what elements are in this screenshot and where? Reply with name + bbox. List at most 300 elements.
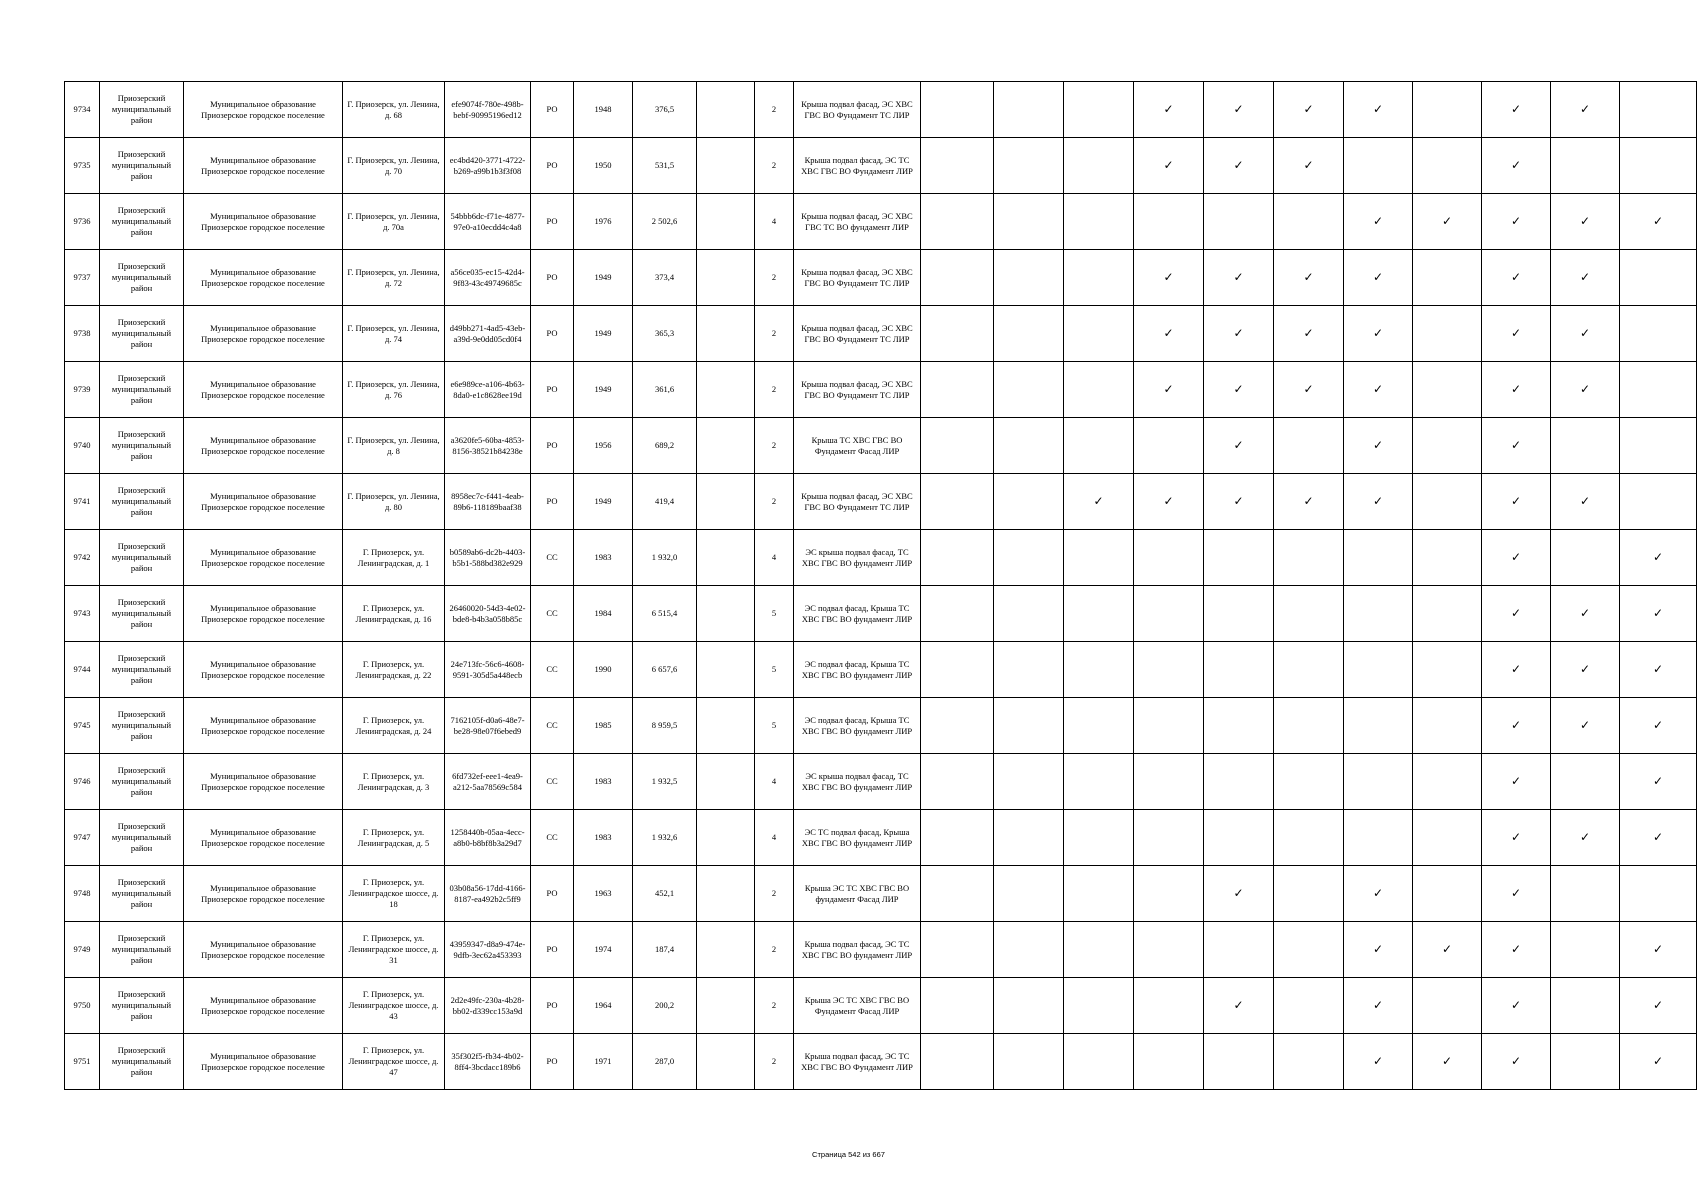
work-check-cell: [1620, 82, 1697, 138]
area-cell: 361,6: [633, 362, 697, 418]
row-number: 9738: [65, 306, 100, 362]
work-check-cell: [1344, 250, 1413, 306]
house-guid-cell: 2d2e49fc-230a-4b28-bb02-d339cc153a9d: [445, 978, 531, 1034]
work-check-cell: [1413, 922, 1482, 978]
work-check-cell: [994, 698, 1064, 754]
area-cell: 8 959,5: [633, 698, 697, 754]
checkmark-icon: ✓: [1372, 214, 1384, 228]
checkmark-icon: ✓: [1579, 662, 1591, 676]
build-year-cell: 1985: [574, 698, 633, 754]
house-type-cell: СС: [531, 754, 574, 810]
checkmark-icon: ✓: [1510, 606, 1522, 620]
work-check-cell: [1482, 810, 1551, 866]
work-check-cell: [1551, 866, 1620, 922]
floors-cell: 4: [755, 754, 794, 810]
row-number: 9743: [65, 586, 100, 642]
district-cell: Приозерский муниципальный район: [100, 306, 184, 362]
house-type-cell: РО: [531, 418, 574, 474]
work-check-cell: [1274, 306, 1344, 362]
checkmark-icon: ✓: [1372, 942, 1384, 956]
house-guid-cell: ec4bd420-3771-4722-b269-a99b1b3f3f08: [445, 138, 531, 194]
empty-cell: [697, 586, 755, 642]
work-check-cell: [1482, 82, 1551, 138]
work-check-cell: [1204, 418, 1274, 474]
checkmark-icon: ✓: [1093, 494, 1104, 508]
house-type-cell: СС: [531, 586, 574, 642]
checkmark-icon: ✓: [1652, 830, 1664, 844]
work-check-cell: [1344, 698, 1413, 754]
work-check-cell: [1064, 82, 1134, 138]
table-row: [65, 82, 1697, 138]
checkmark-icon: ✓: [1233, 886, 1244, 900]
work-check-cell: [1344, 194, 1413, 250]
house-type-cell: СС: [531, 530, 574, 586]
work-check-cell: [994, 82, 1064, 138]
checkmark-icon: ✓: [1233, 326, 1244, 340]
checkmark-icon: ✓: [1163, 158, 1174, 172]
work-check-cell: [1620, 362, 1697, 418]
work-check-cell: [1134, 82, 1204, 138]
table-row: [65, 138, 1697, 194]
district-cell: Приозерский муниципальный район: [100, 138, 184, 194]
address-cell: Г. Приозерск, ул. Ленинградская, д. 1: [343, 530, 445, 586]
build-year-cell: 1974: [574, 922, 633, 978]
district-cell: Приозерский муниципальный район: [100, 362, 184, 418]
work-check-cell: [1413, 138, 1482, 194]
district-cell: Приозерский муниципальный район: [100, 1034, 184, 1090]
checkmark-icon: ✓: [1372, 326, 1384, 340]
checkmark-icon: ✓: [1652, 942, 1664, 956]
checkmark-icon: ✓: [1579, 102, 1591, 116]
district-cell: Приозерский муниципальный район: [100, 978, 184, 1034]
work-check-cell: [1204, 362, 1274, 418]
work-check-cell: [921, 306, 994, 362]
district-cell: Приозерский муниципальный район: [100, 418, 184, 474]
district-cell: Приозерский муниципальный район: [100, 250, 184, 306]
house-type-cell: РО: [531, 82, 574, 138]
checkmark-icon: ✓: [1510, 1054, 1522, 1068]
work-check-cell: [921, 82, 994, 138]
address-cell: Г. Приозерск, ул. Ленина, д. 74: [343, 306, 445, 362]
checkmark-icon: ✓: [1510, 102, 1522, 116]
area-cell: 187,4: [633, 922, 697, 978]
municipality-cell: Муниципальное образование Приозерское городское поселение: [184, 754, 343, 810]
empty-cell: [697, 530, 755, 586]
work-check-cell: [921, 474, 994, 530]
work-check-cell: [1482, 978, 1551, 1034]
work-check-cell: [1274, 866, 1344, 922]
work-check-cell: [994, 978, 1064, 1034]
works-list-cell: Крыша подвал фасад, ЭС ТС ХВС ГВС ВО Фундамент ЛИР: [794, 1034, 921, 1090]
table-row: [65, 250, 1697, 306]
works-list-cell: ЭС подвал фасад, Крыша ТС ХВС ГВС ВО фундамент ЛИР: [794, 586, 921, 642]
checkmark-icon: ✓: [1163, 494, 1174, 508]
empty-cell: [697, 418, 755, 474]
work-check-cell: [1064, 698, 1134, 754]
municipality-cell: Муниципальное образование Приозерское городское поселение: [184, 922, 343, 978]
build-year-cell: 1971: [574, 1034, 633, 1090]
row-number: 9747: [65, 810, 100, 866]
checkmark-icon: ✓: [1163, 382, 1174, 396]
work-check-cell: [1413, 474, 1482, 530]
work-check-cell: [994, 362, 1064, 418]
work-check-cell: [921, 530, 994, 586]
table-row: [65, 922, 1697, 978]
table-row: [65, 418, 1697, 474]
checkmark-icon: ✓: [1163, 102, 1174, 116]
work-check-cell: [1204, 922, 1274, 978]
house-type-cell: РО: [531, 866, 574, 922]
work-check-cell: [1134, 530, 1204, 586]
work-check-cell: [1274, 586, 1344, 642]
house-guid-cell: 03b08a56-17dd-4166-8187-ea492b2c5ff9: [445, 866, 531, 922]
checkmark-icon: ✓: [1510, 214, 1522, 228]
work-check-cell: [1274, 194, 1344, 250]
checkmark-icon: ✓: [1510, 662, 1522, 676]
area-cell: 365,3: [633, 306, 697, 362]
house-type-cell: РО: [531, 306, 574, 362]
empty-cell: [697, 362, 755, 418]
area-cell: 419,4: [633, 474, 697, 530]
checkmark-icon: ✓: [1372, 886, 1384, 900]
work-check-cell: [1413, 306, 1482, 362]
checkmark-icon: ✓: [1510, 326, 1522, 340]
works-list-cell: ЭС крыша подвал фасад, ТС ХВС ГВС ВО фундамент ЛИР: [794, 754, 921, 810]
work-check-cell: [1064, 194, 1134, 250]
municipality-cell: Муниципальное образование Приозерское городское поселение: [184, 642, 343, 698]
house-guid-cell: b0589ab6-dc2b-4403-b5b1-588bd382e929: [445, 530, 531, 586]
build-year-cell: 1949: [574, 306, 633, 362]
works-list-cell: Крыша подвал фасад, ЭС ХВС ГВС ТС ВО фундамент ЛИР: [794, 194, 921, 250]
floors-cell: 2: [755, 978, 794, 1034]
empty-cell: [697, 138, 755, 194]
municipality-cell: Муниципальное образование Приозерское городское поселение: [184, 530, 343, 586]
checkmark-icon: ✓: [1510, 494, 1522, 508]
house-type-cell: РО: [531, 1034, 574, 1090]
house-type-cell: СС: [531, 642, 574, 698]
house-type-cell: РО: [531, 922, 574, 978]
works-list-cell: Крыша подвал фасад, ЭС ХВС ГВС ВО Фундамент ТС ЛИР: [794, 82, 921, 138]
empty-cell: [697, 194, 755, 250]
row-number: 9734: [65, 82, 100, 138]
work-check-cell: [921, 138, 994, 194]
empty-cell: [697, 1034, 755, 1090]
work-check-cell: [1482, 866, 1551, 922]
work-check-cell: [1274, 642, 1344, 698]
district-cell: Приозерский муниципальный район: [100, 922, 184, 978]
house-guid-cell: a3620fe5-60ba-4853-8156-38521b84238e: [445, 418, 531, 474]
house-type-cell: РО: [531, 362, 574, 418]
checkmark-icon: ✓: [1233, 494, 1244, 508]
work-check-cell: [1413, 250, 1482, 306]
address-cell: Г. Приозерск, ул. Ленина, д. 8: [343, 418, 445, 474]
work-check-cell: [1620, 250, 1697, 306]
table-row: [65, 530, 1697, 586]
empty-cell: [697, 698, 755, 754]
row-number: 9739: [65, 362, 100, 418]
work-check-cell: [1620, 978, 1697, 1034]
works-list-cell: ЭС подвал фасад, Крыша ТС ХВС ГВС ВО фундамент ЛИР: [794, 698, 921, 754]
work-check-cell: [1204, 1034, 1274, 1090]
work-check-cell: [1064, 250, 1134, 306]
work-check-cell: [1064, 586, 1134, 642]
work-check-cell: [1413, 362, 1482, 418]
address-cell: Г. Приозерск, ул. Ленина, д. 70: [343, 138, 445, 194]
address-cell: Г. Приозерск, ул. Ленинградское шоссе, д. 18: [343, 866, 445, 922]
floors-cell: 2: [755, 306, 794, 362]
works-list-cell: Крыша ЭС ТС ХВС ГВС ВО Фундамент Фасад ЛИР: [794, 978, 921, 1034]
work-check-cell: [1620, 754, 1697, 810]
work-check-cell: [1274, 978, 1344, 1034]
area-cell: 6 515,4: [633, 586, 697, 642]
work-check-cell: [1204, 474, 1274, 530]
work-check-cell: [1344, 586, 1413, 642]
work-check-cell: [1344, 866, 1413, 922]
work-check-cell: [1274, 250, 1344, 306]
municipality-cell: Муниципальное образование Приозерское городское поселение: [184, 362, 343, 418]
checkmark-icon: ✓: [1233, 438, 1244, 452]
work-check-cell: [994, 922, 1064, 978]
work-check-cell: [1064, 754, 1134, 810]
house-guid-cell: a56ce035-ec15-42d4-9f83-43c49749685c: [445, 250, 531, 306]
build-year-cell: 1948: [574, 82, 633, 138]
checkmark-icon: ✓: [1510, 158, 1522, 172]
work-check-cell: [1134, 194, 1204, 250]
build-year-cell: 1963: [574, 866, 633, 922]
empty-cell: [697, 754, 755, 810]
floors-cell: 2: [755, 362, 794, 418]
house-type-cell: СС: [531, 698, 574, 754]
checkmark-icon: ✓: [1579, 830, 1591, 844]
address-cell: Г. Приозерск, ул. Ленинградское шоссе, д. 31: [343, 922, 445, 978]
checkmark-icon: ✓: [1233, 158, 1244, 172]
work-check-cell: [1064, 866, 1134, 922]
table-row: [65, 362, 1697, 418]
work-check-cell: [1551, 1034, 1620, 1090]
work-check-cell: [1620, 586, 1697, 642]
work-check-cell: [921, 866, 994, 922]
work-check-cell: [1064, 474, 1134, 530]
municipality-cell: Муниципальное образование Приозерское городское поселение: [184, 138, 343, 194]
work-check-cell: [1134, 810, 1204, 866]
table-row: [65, 642, 1697, 698]
housing-registry-table: [64, 81, 1697, 1090]
row-number: 9748: [65, 866, 100, 922]
work-check-cell: [1344, 810, 1413, 866]
checkmark-icon: ✓: [1510, 270, 1522, 284]
work-check-cell: [1413, 810, 1482, 866]
address-cell: Г. Приозерск, ул. Ленинградское шоссе, д. 47: [343, 1034, 445, 1090]
checkmark-icon: ✓: [1303, 102, 1314, 116]
work-check-cell: [1064, 138, 1134, 194]
checkmark-icon: ✓: [1233, 102, 1244, 116]
municipality-cell: Муниципальное образование Приозерское городское поселение: [184, 698, 343, 754]
floors-cell: 2: [755, 866, 794, 922]
checkmark-icon: ✓: [1441, 1054, 1453, 1068]
work-check-cell: [1551, 362, 1620, 418]
work-check-cell: [994, 642, 1064, 698]
work-check-cell: [1134, 138, 1204, 194]
work-check-cell: [1274, 362, 1344, 418]
work-check-cell: [921, 810, 994, 866]
work-check-cell: [1134, 474, 1204, 530]
work-check-cell: [1274, 810, 1344, 866]
row-number: 9744: [65, 642, 100, 698]
work-check-cell: [1344, 138, 1413, 194]
area-cell: 452,1: [633, 866, 697, 922]
work-check-cell: [1620, 1034, 1697, 1090]
work-check-cell: [1551, 978, 1620, 1034]
work-check-cell: [1413, 1034, 1482, 1090]
work-check-cell: [1204, 530, 1274, 586]
house-type-cell: РО: [531, 474, 574, 530]
work-check-cell: [1551, 82, 1620, 138]
work-check-cell: [1134, 922, 1204, 978]
work-check-cell: [1064, 418, 1134, 474]
work-check-cell: [994, 1034, 1064, 1090]
works-list-cell: Крыша подвал фасад, ЭС ХВС ГВС ВО Фундамент ТС ЛИР: [794, 474, 921, 530]
empty-cell: [697, 306, 755, 362]
checkmark-icon: ✓: [1579, 214, 1591, 228]
checkmark-icon: ✓: [1233, 270, 1244, 284]
works-list-cell: Крыша подвал фасад, ЭС ХВС ГВС ВО Фундамент ТС ЛИР: [794, 306, 921, 362]
work-check-cell: [1134, 362, 1204, 418]
work-check-cell: [994, 474, 1064, 530]
work-check-cell: [921, 698, 994, 754]
house-type-cell: РО: [531, 978, 574, 1034]
row-number: 9736: [65, 194, 100, 250]
work-check-cell: [994, 810, 1064, 866]
checkmark-icon: ✓: [1510, 550, 1522, 564]
table-row: [65, 754, 1697, 810]
district-cell: Приозерский муниципальный район: [100, 754, 184, 810]
empty-cell: [697, 810, 755, 866]
address-cell: Г. Приозерск, ул. Ленина, д. 80: [343, 474, 445, 530]
floors-cell: 4: [755, 810, 794, 866]
checkmark-icon: ✓: [1441, 214, 1453, 228]
work-check-cell: [1551, 138, 1620, 194]
house-guid-cell: 7162105f-d0a6-48e7-be28-98e07f6ebed9: [445, 698, 531, 754]
checkmark-icon: ✓: [1441, 942, 1453, 956]
work-check-cell: [1482, 362, 1551, 418]
municipality-cell: Муниципальное образование Приозерское городское поселение: [184, 810, 343, 866]
municipality-cell: Муниципальное образование Приозерское городское поселение: [184, 418, 343, 474]
work-check-cell: [1064, 1034, 1134, 1090]
work-check-cell: [1134, 586, 1204, 642]
work-check-cell: [994, 866, 1064, 922]
area-cell: 1 932,6: [633, 810, 697, 866]
table-row: [65, 586, 1697, 642]
house-type-cell: СС: [531, 810, 574, 866]
row-number: 9751: [65, 1034, 100, 1090]
empty-cell: [697, 866, 755, 922]
work-check-cell: [1551, 250, 1620, 306]
district-cell: Приозерский муниципальный район: [100, 82, 184, 138]
checkmark-icon: ✓: [1510, 438, 1522, 452]
table-row: [65, 978, 1697, 1034]
build-year-cell: 1964: [574, 978, 633, 1034]
floors-cell: 4: [755, 194, 794, 250]
work-check-cell: [1482, 194, 1551, 250]
row-number: 9749: [65, 922, 100, 978]
work-check-cell: [1482, 306, 1551, 362]
work-check-cell: [1482, 474, 1551, 530]
work-check-cell: [1064, 922, 1134, 978]
address-cell: Г. Приозерск, ул. Ленина, д. 70а: [343, 194, 445, 250]
house-guid-cell: efe9074f-780e-498b-bebf-90995196ed12: [445, 82, 531, 138]
work-check-cell: [1274, 138, 1344, 194]
work-check-cell: [1482, 138, 1551, 194]
work-check-cell: [1274, 754, 1344, 810]
work-check-cell: [1620, 810, 1697, 866]
work-check-cell: [1413, 418, 1482, 474]
build-year-cell: 1983: [574, 754, 633, 810]
checkmark-icon: ✓: [1579, 326, 1591, 340]
checkmark-icon: ✓: [1372, 382, 1384, 396]
row-number: 9741: [65, 474, 100, 530]
work-check-cell: [921, 754, 994, 810]
district-cell: Приозерский муниципальный район: [100, 194, 184, 250]
address-cell: Г. Приозерск, ул. Ленина, д. 68: [343, 82, 445, 138]
floors-cell: 5: [755, 586, 794, 642]
work-check-cell: [1204, 306, 1274, 362]
build-year-cell: 1949: [574, 362, 633, 418]
work-check-cell: [1551, 642, 1620, 698]
checkmark-icon: ✓: [1579, 270, 1591, 284]
works-list-cell: ЭС крыша подвал фасад, ТС ХВС ГВС ВО фундамент ЛИР: [794, 530, 921, 586]
work-check-cell: [1413, 530, 1482, 586]
work-check-cell: [1064, 362, 1134, 418]
municipality-cell: Муниципальное образование Приозерское городское поселение: [184, 250, 343, 306]
work-check-cell: [921, 418, 994, 474]
checkmark-icon: ✓: [1652, 1054, 1664, 1068]
address-cell: Г. Приозерск, ул. Ленинградская, д. 5: [343, 810, 445, 866]
work-check-cell: [1482, 418, 1551, 474]
table-row: [65, 810, 1697, 866]
checkmark-icon: ✓: [1303, 270, 1314, 284]
address-cell: Г. Приозерск, ул. Ленинградская, д. 22: [343, 642, 445, 698]
work-check-cell: [1134, 754, 1204, 810]
work-check-cell: [1413, 866, 1482, 922]
work-check-cell: [1204, 810, 1274, 866]
work-check-cell: [1134, 978, 1204, 1034]
row-number: 9746: [65, 754, 100, 810]
house-type-cell: РО: [531, 138, 574, 194]
work-check-cell: [1344, 474, 1413, 530]
checkmark-icon: ✓: [1163, 270, 1174, 284]
house-guid-cell: 26460020-54d3-4e02-bde8-b4b3a058b85c: [445, 586, 531, 642]
work-check-cell: [1344, 530, 1413, 586]
checkmark-icon: ✓: [1510, 830, 1522, 844]
empty-cell: [697, 82, 755, 138]
table-row: [65, 1034, 1697, 1090]
work-check-cell: [1204, 194, 1274, 250]
checkmark-icon: ✓: [1579, 494, 1591, 508]
work-check-cell: [1344, 642, 1413, 698]
work-check-cell: [1134, 250, 1204, 306]
work-check-cell: [1134, 866, 1204, 922]
checkmark-icon: ✓: [1579, 718, 1591, 732]
checkmark-icon: ✓: [1303, 158, 1314, 172]
work-check-cell: [1482, 642, 1551, 698]
empty-cell: [697, 474, 755, 530]
municipality-cell: Муниципальное образование Приозерское городское поселение: [184, 1034, 343, 1090]
district-cell: Приозерский муниципальный район: [100, 810, 184, 866]
work-check-cell: [994, 138, 1064, 194]
checkmark-icon: ✓: [1303, 494, 1314, 508]
house-guid-cell: 35f302f5-fb34-4b02-8ff4-3bcdacc189b6: [445, 1034, 531, 1090]
address-cell: Г. Приозерск, ул. Ленинградская, д. 16: [343, 586, 445, 642]
